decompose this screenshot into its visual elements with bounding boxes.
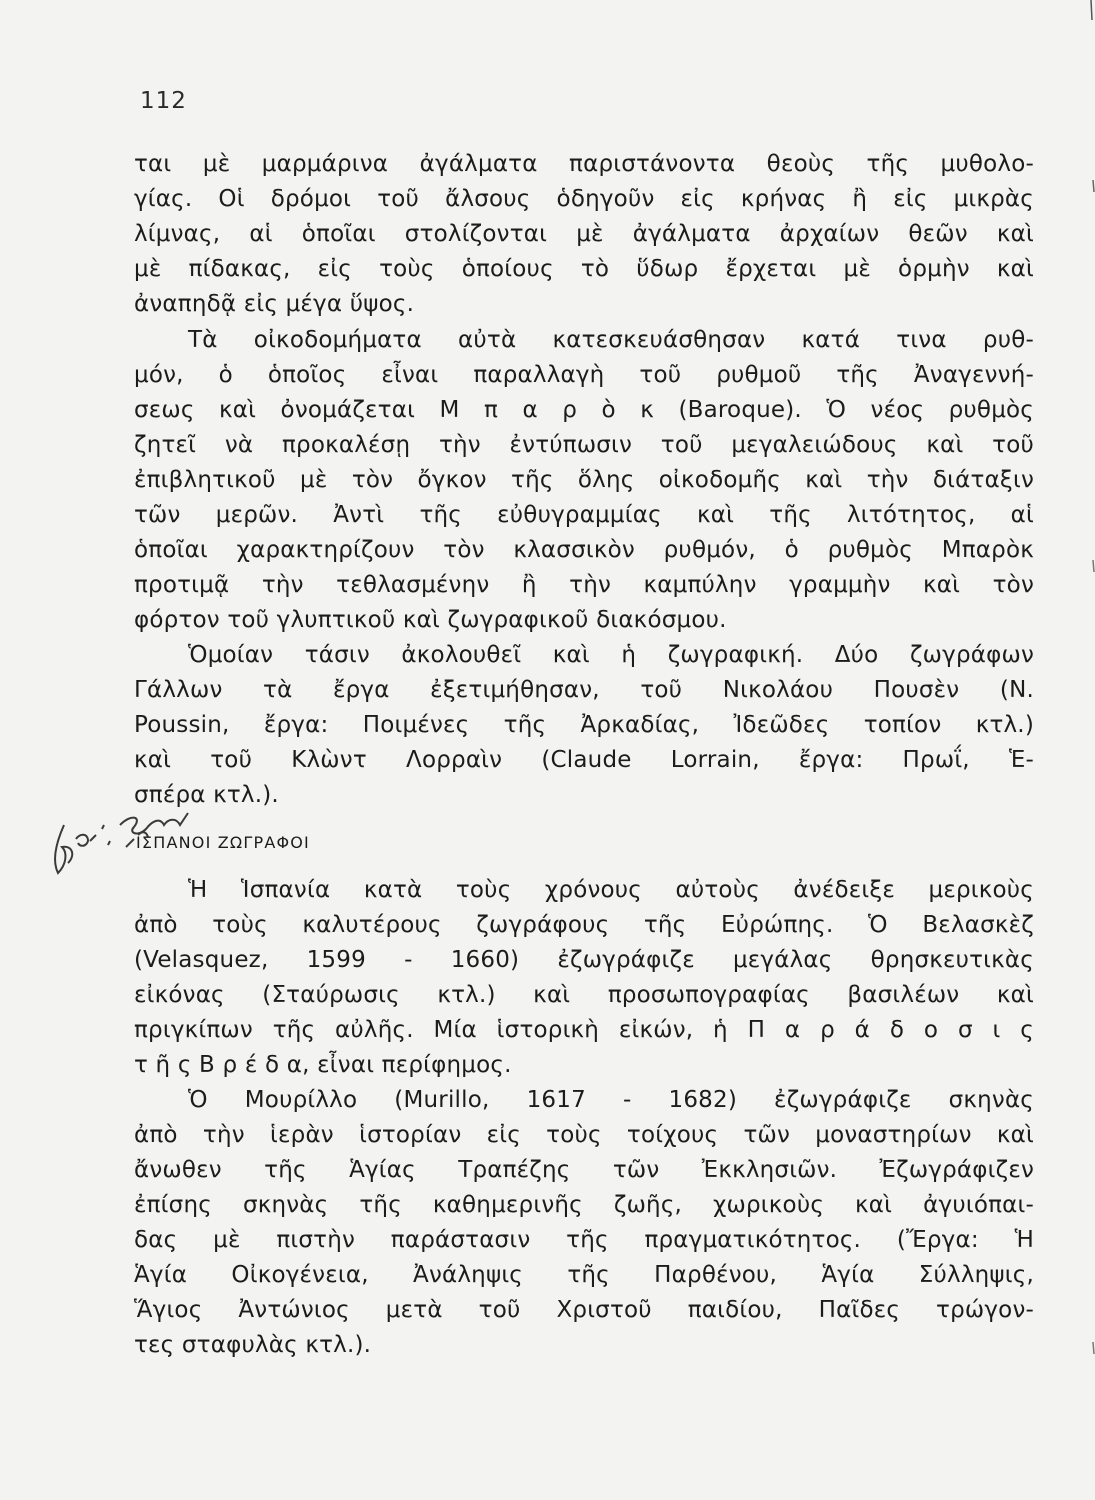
- text-line: Ἁγία Οἰκογένεια, Ἀνάληψις τῆς Παρθένου, Ἁγία Σύλληψις,: [134, 1262, 1034, 1288]
- text-line: εἰκόνας (Σταύρωσις κτλ.) καὶ προσωπογραφίας βασιλέων καὶ: [134, 982, 1034, 1008]
- text-line: τῶν μερῶν. Ἀντὶ τῆς εὐθυγραμμίας καὶ τῆς λιτότητος, αἱ: [134, 502, 1034, 528]
- text-line: Ὁ Μουρίλλο (Murillo, 1617 - 1682) ἐζωγράφιζε σκηνὰς: [188, 1087, 1034, 1113]
- text-line: (Velasquez, 1599 - 1660) ἐζωγράφιζε μεγάλας θρησκευτικὰς: [134, 947, 1034, 973]
- text-line: ἐπίσης σκηνὰς τῆς καθημερινῆς ζωῆς, χωρικοὺς καὶ ἀγυιόπαι-: [134, 1192, 1034, 1218]
- text-line: Ἅγιος Ἀντώνιος μετὰ τοῦ Χριστοῦ παιδίου, Παῖδες τρώγον-: [134, 1297, 1034, 1323]
- section-heading: ΙΣΠΑΝΟΙ ΖΩΓΡΑΦΟΙ: [136, 833, 310, 852]
- text-line: ἐπιβλητικοῦ μὲ τὸν ὄγκον τῆς ὅλης οἰκοδομῆς καὶ τὴν διάταξιν: [134, 467, 1034, 493]
- text-line: Τὰ οἰκοδομήματα αὐτὰ κατεσκευάσθησαν κατά τινα ρυθ-: [188, 327, 1034, 353]
- text-line: δας μὲ πιστὴν παράστασιν τῆς πραγματικότητος. (Ἔργα: Ἡ: [134, 1227, 1034, 1253]
- text-line: τ ῆ ς Β ρ έ δ α, εἶναι περίφημος.: [134, 1052, 512, 1078]
- text-line: ἀπὸ τοὺς καλυτέρους ζωγράφους τῆς Εὐρώπης. Ὁ Βελασκὲζ: [134, 912, 1034, 938]
- text-line: τες σταφυλὰς κτλ.).: [134, 1332, 372, 1358]
- text-line: Poussin, ἔργα: Ποιμένες τῆς Ἀρκαδίας, Ἰδεῶδες τοπίον κτλ.): [134, 712, 1034, 738]
- text-line: καὶ τοῦ Κλὼντ Λορραὶν (Claude Lorrain, ἔργα: Πρωΐ, Ἑ-: [134, 747, 1034, 773]
- page-number: 112: [140, 88, 187, 114]
- text-line: μὲ πίδακας, εἰς τοὺς ὁποίους τὸ ὕδωρ ἔρχεται μὲ ὁρμὴν καὶ: [134, 256, 1034, 282]
- text-line: ζητεῖ νὰ προκαλέσῃ τὴν ἐντύπωσιν τοῦ μεγαλειώδους καὶ τοῦ: [134, 432, 1034, 458]
- text-line: ὁποῖαι χαρακτηρίζουν τὸν κλασσικὸν ρυθμόν, ὁ ρυθμὸς Μπαρὸκ: [134, 537, 1034, 563]
- text-line: Γάλλων τὰ ἔργα ἐξετιμήθησαν, τοῦ Νικολάου Πουσὲν (Ν.: [134, 677, 1034, 703]
- text-line: προτιμᾷ τὴν τεθλασμένην ἢ τὴν καμπύλην γραμμὴν καὶ τὸν: [134, 572, 1034, 598]
- text-line: ἀπὸ τὴν ἱερὰν ἱστορίαν εἰς τοὺς τοίχους τῶν μοναστηρίων καὶ: [134, 1122, 1034, 1148]
- text-line: Ἡ Ἱσπανία κατὰ τοὺς χρόνους αὐτοὺς ἀνέδειξε μερικοὺς: [188, 877, 1034, 903]
- page-edge-marks: [1083, 0, 1095, 1500]
- text-line: Ὁμοίαν τάσιν ἀκολουθεῖ καὶ ἡ ζωγραφική. Δύο ζωγράφων: [188, 642, 1034, 668]
- text-line: ται μὲ μαρμάρινα ἀγάλματα παριστάνοντα θεοὺς τῆς μυθολο-: [134, 151, 1034, 177]
- text-line: σεως καὶ ὀνομάζεται Μ π α ρ ὸ κ (Baroque). Ὁ νέος ρυθμὸς: [134, 397, 1034, 423]
- text-line: ἀναπηδᾷ εἰς μέγα ὕψος.: [134, 291, 415, 317]
- text-line: μόν, ὁ ὁποῖος εἶναι παραλλαγὴ τοῦ ρυθμοῦ τῆς Ἀναγεννή-: [134, 362, 1034, 388]
- text-line: γίας. Οἱ δρόμοι τοῦ ἄλσους ὁδηγοῦν εἰς κρήνας ἢ εἰς μικρὰς: [134, 186, 1034, 212]
- text-line: ἄνωθεν τῆς Ἁγίας Τραπέζης τῶν Ἐκκλησιῶν. Ἐζωγράφιζεν: [134, 1157, 1034, 1183]
- text-line: σπέρα κτλ.).: [134, 782, 279, 808]
- text-line: λίμνας, αἱ ὁποῖαι στολίζονται μὲ ἀγάλματα ἀρχαίων θεῶν καὶ: [134, 221, 1034, 247]
- text-line: πριγκίπων τῆς αὐλῆς. Μία ἱστορικὴ εἰκών, ἡ Π α ρ ά δ ο σ ι ς: [134, 1017, 1034, 1043]
- text-line: φόρτον τοῦ γλυπτικοῦ καὶ ζωγραφικοῦ διακόσμου.: [134, 607, 727, 633]
